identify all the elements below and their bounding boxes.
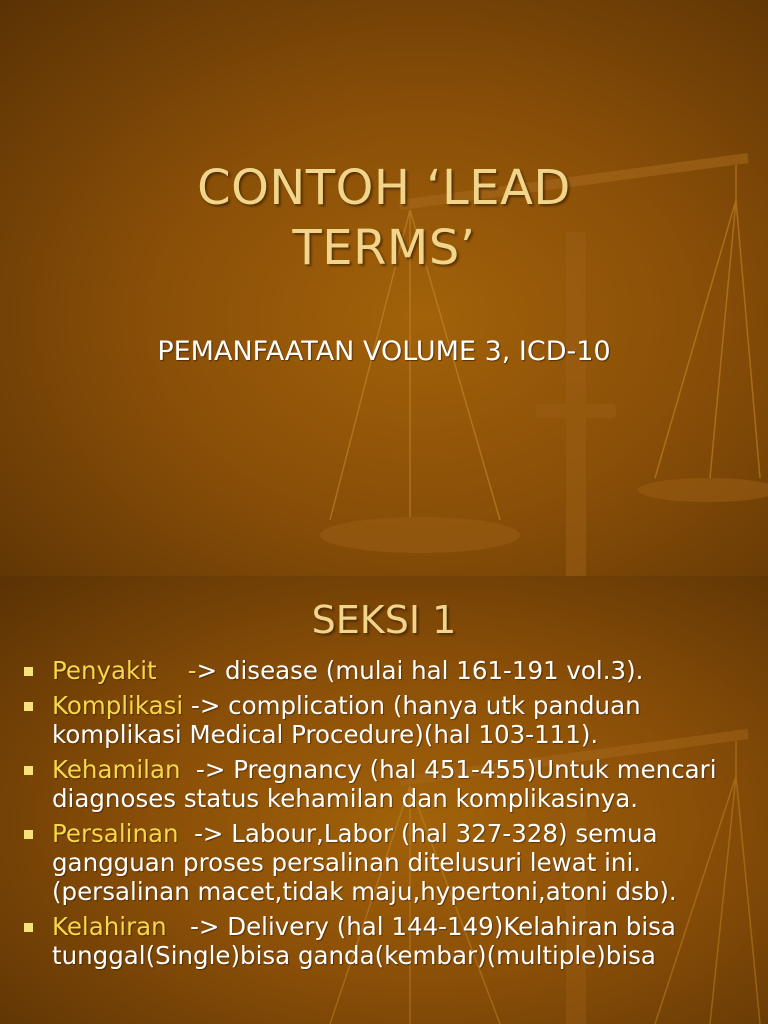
title-line-2: TERMS’ (292, 220, 476, 276)
square-bullet-icon (24, 766, 33, 775)
list-item (22, 656, 744, 685)
lead-term: Komplikasi (52, 691, 184, 720)
bullet-text: -> Delivery (hal 144-149)Kelahiran bisa tunggal(Single)bisa ganda(kembar)(multiple)bisa (52, 912, 684, 970)
bullet-text: -> complication (hanya utk panduan komplikasi Medical Procedure)(hal 103-111). (52, 691, 649, 749)
term-spacer: - (156, 656, 197, 685)
lead-term: Kehamilan (52, 755, 181, 784)
lead-term: Penyakit (52, 656, 157, 685)
slide-title (0, 158, 768, 278)
list-item (22, 912, 744, 970)
slide-subtitle: PEMANFAATAN VOLUME 3, ICD-10 (157, 336, 611, 367)
bullet-list (22, 656, 744, 976)
lead-term: Persalinan (52, 819, 179, 848)
content-slide (0, 576, 768, 1024)
square-bullet-icon (24, 702, 33, 711)
square-bullet-icon (24, 667, 33, 676)
bullet-text: > disease (mulai hal 161-191 vol.3). (196, 656, 644, 685)
title-line-1: CONTOH ‘LEAD (197, 160, 571, 216)
square-bullet-icon (24, 830, 33, 839)
list-item (22, 691, 744, 749)
section-heading: SEKSI 1 (311, 598, 457, 642)
list-item (22, 755, 744, 813)
lead-term: Kelahiran (52, 912, 167, 941)
bullet-text: -> Pregnancy (hal 451-455)Untuk mencari diagnoses status kehamilan dan komplikasinya. (52, 755, 725, 813)
list-item (22, 819, 744, 906)
bullet-text: -> Labour,Labor (hal 327-328) semua gangguan proses persalinan ditelusuri lewat ini.(persalinan macet,tidak maju,hypertoni,atoni dsb). (52, 819, 677, 906)
square-bullet-icon (24, 923, 33, 932)
